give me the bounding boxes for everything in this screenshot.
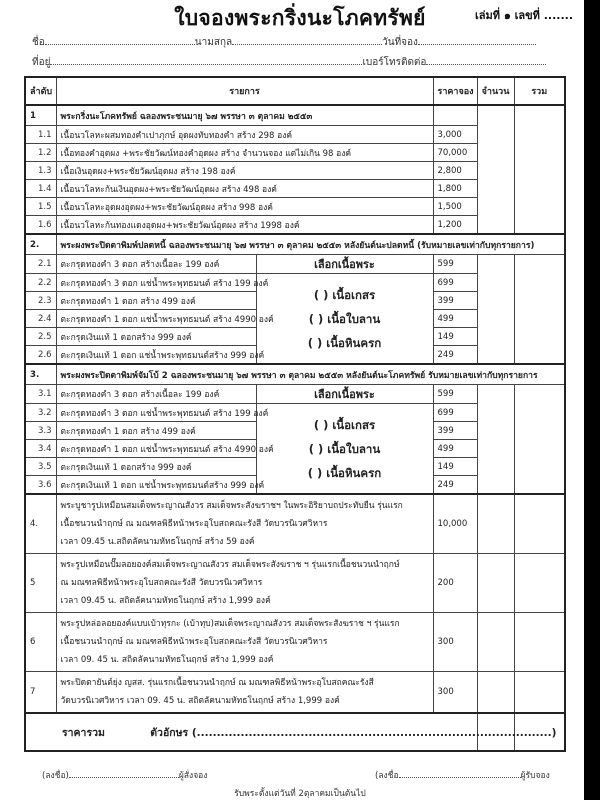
item-price: 149 — [433, 328, 477, 346]
price-cell — [433, 105, 477, 126]
pickup-note: รับพระตั้งแต่วันที่ 2ตุลาคมเป็นต้นไป — [234, 789, 366, 799]
col-item: รายการ — [56, 77, 433, 105]
choice-bailan[interactable]: ( ) เนื้อใบลาน — [308, 311, 381, 326]
item-description: ตะกรุดทองคำ 3 ดอก สร้างเนื้อละ 199 องค์ — [56, 385, 256, 404]
item-number: 1.2 — [25, 144, 56, 162]
item-price: 1,200 — [433, 216, 477, 235]
item-description — [56, 554, 433, 613]
table-row — [25, 494, 565, 554]
item-price: 499 — [433, 440, 477, 458]
item-description: เนื้อนวโลหะอุดผงอุดผง+พระชัยวัฒน์อุดผง สร้าง 998 องค์ — [56, 198, 433, 216]
item-number: 2.4 — [25, 310, 56, 328]
table-row — [25, 613, 565, 672]
address-row — [32, 54, 546, 70]
quantity-cell[interactable] — [477, 255, 514, 365]
item-number: 2.5 — [25, 328, 56, 346]
total-cell[interactable] — [514, 554, 565, 613]
item-number: 2.1 — [25, 255, 56, 274]
item-price: 200 — [433, 554, 477, 613]
item-description: เนื้อทองคำอุดผง +พระชัยวัฒน์ทองคำอุดผง สร้าง จำนวนจอง แต่ไม่เกิน 98 องค์ — [56, 144, 433, 162]
table-row — [25, 672, 565, 714]
item-description: ตะกรุดเงินแท้ 1 ดอก แช่น้ำพระพุทธมนต์สร้าง 999 องค์ — [56, 346, 256, 365]
table-row — [25, 385, 565, 404]
col-price: ราคาจอง — [433, 77, 477, 105]
phone-label: เบอร์โทรติดต่อ — [362, 57, 427, 68]
item-price: 10,000 — [433, 494, 477, 554]
item-description: ตะกรุดทองคำ 3 ดอก แช่น้ำพระพุทธมนต์ สร้าง 199 องค์ — [56, 404, 256, 422]
surname-label: นามสกุล — [194, 37, 233, 48]
item-number: 3.1 — [25, 385, 56, 404]
receiver-signature — [375, 768, 550, 782]
item-number: 3.6 — [25, 476, 56, 495]
item-price: 599 — [433, 385, 477, 404]
item-price: 1,800 — [433, 180, 477, 198]
book-number: เล่มที่ ๑ เลขที่ ....... — [475, 9, 573, 22]
item-number: 3.5 — [25, 458, 56, 476]
quantity-cell[interactable] — [477, 494, 514, 554]
item-price: 499 — [433, 310, 477, 328]
description-line: เนื้อชนวนนำฤกษ์ ณ มณฑลพิธีหน้าพระอุโบสถคณะรังสี วัดบวรนิเวศวิหาร — [60, 637, 328, 647]
item-description: ตะกรุดเงินแท้ 1 ดอกสร้าง 999 องค์ — [56, 328, 256, 346]
item-price: 249 — [433, 476, 477, 495]
section-number: 1 — [25, 105, 56, 126]
table-header — [25, 77, 565, 105]
item-description: ตะกรุดทองคำ 3 ดอก แช่น้ำพระพุทธมนต์ สร้าง 199 องค์ — [56, 274, 256, 292]
item-number: 1.5 — [25, 198, 56, 216]
item-description: ตะกรุดทองคำ 1 ดอก แช่น้ำพระพุทธมนต์ สร้าง 4990 องค์ — [56, 440, 256, 458]
item-number: 1.1 — [25, 126, 56, 144]
section-number: 2. — [25, 234, 56, 255]
section-title: พระผงพระปิดตาพิมพ์จัมโบ้ 2 ฉลองพระชนมายุ ๖๗ พรรษา ๓ ตุลาคม ๒๕๕๓ หลังยันต์นะโภคทรัพย์ รับหมายเลขเท่ากับทุกรายการ — [56, 364, 565, 385]
item-description — [56, 494, 433, 554]
col-quantity: จำนวน — [477, 77, 514, 105]
receiver-sign-suffix: ผู้รับจอง — [520, 771, 550, 781]
item-description: ตะกรุดทองคำ 1 ดอก สร้าง 499 องค์ — [56, 292, 256, 310]
choice-kesorn[interactable]: ( ) เนื้อเกสร — [313, 287, 376, 302]
item-description: เนื้อนวโลหะก้นเงินอุดผง+พระชัยวัฒน์อุดผง สร้าง 498 องค์ — [56, 180, 433, 198]
item-price: 699 — [433, 274, 477, 292]
item-number: 5 — [25, 554, 56, 613]
item-description: เนื้อนวโลหะก้นทองแดงอุดผง+พระชัยวัฒน์อุดผง สร้าง 1998 องค์ — [56, 216, 433, 235]
total-cell[interactable] — [514, 385, 565, 495]
booker-sign-line[interactable] — [69, 769, 179, 778]
description-line: พระบูชารูปเหมือนสมเด็จพระญาณสังวร สมเด็จพระสังฆราชฯ ในพระอิริยาบถประทับยืน รุ่นแรก — [60, 501, 403, 511]
item-price: 3,000 — [433, 126, 477, 144]
booker-signature — [42, 768, 207, 782]
total-label: ราคารวม — [62, 726, 105, 739]
choice-bailan[interactable]: ( ) เนื้อใบลาน — [308, 441, 381, 456]
item-description: ตะกรุดทองคำ 1 ดอก แช่น้ำพระพุทธมนต์ สร้าง 4990 องค์ — [56, 310, 256, 328]
section-header — [25, 234, 565, 255]
total-cell[interactable] — [514, 105, 565, 234]
total-row — [25, 713, 565, 751]
item-price: 599 — [433, 255, 477, 274]
item-number: 2.6 — [25, 346, 56, 365]
description-line: เวลา 09.45 น. สถิตลัคนามหัทธโนฤกษ์ สร้าง 1,999 องค์ — [60, 596, 271, 606]
item-description: ตะกรุดทองคำ 1 ดอก สร้าง 499 องค์ — [56, 422, 256, 440]
material-choices — [256, 274, 433, 365]
quantity-cell[interactable] — [477, 672, 514, 714]
section-title: พระกริ่งนะโภคทรัพย์ ฉลองพระชนมายุ ๖๗ พรรษา ๓ ตุลาคม ๒๕๕๓ — [56, 105, 433, 126]
quantity-cell[interactable] — [477, 554, 514, 613]
section-title: พระผงพระปิดตาพิมพ์ปลดหนี้ ฉลองพระชนมายุ ๖๗ พรรษา ๓ ตุลาคม ๒๕๕๓ หลังยันต์นะปลดหนี้ (รับหมายเลขเท่ากับทุกรายการ) — [56, 234, 565, 255]
total-cell[interactable] — [514, 494, 565, 554]
name-row — [32, 34, 536, 50]
item-price: 70,000 — [433, 144, 477, 162]
item-price: 399 — [433, 422, 477, 440]
name-label: ชื่อ — [32, 37, 45, 48]
quantity-cell[interactable] — [477, 613, 514, 672]
receiver-sign-line[interactable] — [399, 769, 521, 778]
description-line: พระรูปหล่อลอยองค์แบบเบ้าทุรกะ (เบ้าทุบ)สมเด็จพระญาณสังวร สมเด็จพระสังฆราช ฯ รุ่นแรก — [60, 619, 400, 629]
description-line: พระปิดตายันต์ยุ่ง ญสส. รุ่นแรกเนื้อชนวนนำฤกษ์ ณ มณฑลพิธีหน้าพระอุโบสถคณะรังสี — [60, 678, 374, 688]
total-label-cell — [25, 713, 557, 751]
description-line: วัดบวรนิเวศวิหาร เวลา 09. 45 น. สถิตลัคนามหัทธโนฤกษ์ สร้าง 1,999 องค์ — [60, 696, 340, 706]
scan-edge — [584, 0, 600, 800]
item-description: เนื้อนวโลหะผสมทองคำเปาภุกษ์ อุดผงทับทองคำ สร้าง 298 องค์ — [56, 126, 433, 144]
surname-field[interactable] — [232, 34, 382, 45]
item-description — [56, 672, 433, 714]
total-cell[interactable] — [514, 672, 565, 714]
form-title: ใบจองพระกริ่งนะโภคทรัพย์ — [174, 6, 426, 30]
choice-kesorn[interactable]: ( ) เนื้อเกสร — [313, 417, 376, 432]
booker-sign-suffix: ผู้สั่งจอง — [178, 771, 208, 781]
order-table — [24, 76, 566, 752]
choose-material-heading: เลือกเนื้อพระ — [256, 255, 433, 274]
total-cell[interactable] — [514, 613, 565, 672]
receiver-sign-prefix: (ลงชื่อ — [375, 771, 399, 781]
description-line: ณ มณฑลพิธีหน้าพระอุโบสถคณะรังสี วัดบวรนิเวศวิหาร — [60, 578, 263, 588]
item-number: 6 — [25, 613, 56, 672]
description-line: เวลา 09.45 น.สถิตลัคนามหัทธโนฤกษ์ สร้าง 59 องค์ — [60, 537, 255, 547]
item-price: 399 — [433, 292, 477, 310]
item-number: 7 — [25, 672, 56, 714]
description-line: เนื้อชนวนนำฤกษ์ ณ มณฑลพิธีหน้าพระอุโบสถคณะรังสี วัดบวรนิเวศวิหาร — [60, 519, 328, 529]
item-number: 2.2 — [25, 274, 56, 292]
quantity-cell[interactable] — [477, 105, 514, 234]
item-description: ตะกรุดเงินแท้ 1 ดอก แช่น้ำพระพุทธมนต์สร้าง 999 องค์ — [56, 476, 256, 495]
item-number: 3.4 — [25, 440, 56, 458]
quantity-cell[interactable] — [477, 385, 514, 495]
total-cell[interactable] — [514, 255, 565, 365]
item-number: 2.3 — [25, 292, 56, 310]
item-price: 300 — [433, 613, 477, 672]
item-number: 3.2 — [25, 404, 56, 422]
table-row — [25, 255, 565, 274]
item-price: 300 — [433, 672, 477, 714]
material-choices — [256, 404, 433, 495]
description-line: เวลา 09. 45 น. สถิตลัคนามหัทธโนฤกษ์ สร้าง 1,999 องค์ — [60, 655, 274, 665]
item-description: ตะกรุดเงินแท้ 1 ดอกสร้าง 999 องค์ — [56, 458, 256, 476]
item-number: 1.6 — [25, 216, 56, 235]
item-price: 699 — [433, 404, 477, 422]
choice-hinkrok[interactable]: ( ) เนื้อหินครก — [307, 465, 382, 480]
item-description: ตะกรุดทองคำ 3 ดอก สร้างเนื้อละ 199 องค์ — [56, 255, 256, 274]
date-field[interactable] — [418, 34, 536, 45]
description-line: พระรูปเหมือนปั๊มลอยองค์สมเด็จพระญาณสังวร สมเด็จพระสังฆราช ฯ รุ่นแรกเนื้อชนวนนำฤกษ์ — [60, 560, 400, 570]
name-field[interactable] — [45, 34, 195, 45]
phone-field[interactable] — [426, 54, 546, 65]
booker-sign-prefix: (ลงชื่อ) — [42, 771, 69, 781]
item-number: 1.4 — [25, 180, 56, 198]
item-price: 2,800 — [433, 162, 477, 180]
choose-material-heading: เลือกเนื้อพระ — [256, 385, 433, 404]
date-label: วันที่จอง — [382, 37, 418, 48]
item-description — [56, 613, 433, 672]
address-field[interactable] — [50, 54, 362, 65]
col-total: รวม — [514, 77, 565, 105]
item-description: เนื้อเงินอุดผง+พระชัยวัฒน์อุดผง สร้าง 198 องค์ — [56, 162, 433, 180]
table-row — [25, 554, 565, 613]
section-header — [25, 105, 565, 126]
item-number: 3.3 — [25, 422, 56, 440]
choice-hinkrok[interactable]: ( ) เนื้อหินครก — [307, 335, 382, 350]
section-number: 3. — [25, 364, 56, 385]
section-header — [25, 364, 565, 385]
item-number: 1.3 — [25, 162, 56, 180]
item-price: 149 — [433, 458, 477, 476]
col-order: ลำดับ — [25, 77, 56, 105]
item-number: 4. — [25, 494, 56, 554]
total-in-words[interactable]: ตัวอักษร (.........................................................................................) — [150, 726, 557, 739]
address-label: ที่อยู่ — [32, 57, 51, 68]
item-price: 1,500 — [433, 198, 477, 216]
item-price: 249 — [433, 346, 477, 365]
